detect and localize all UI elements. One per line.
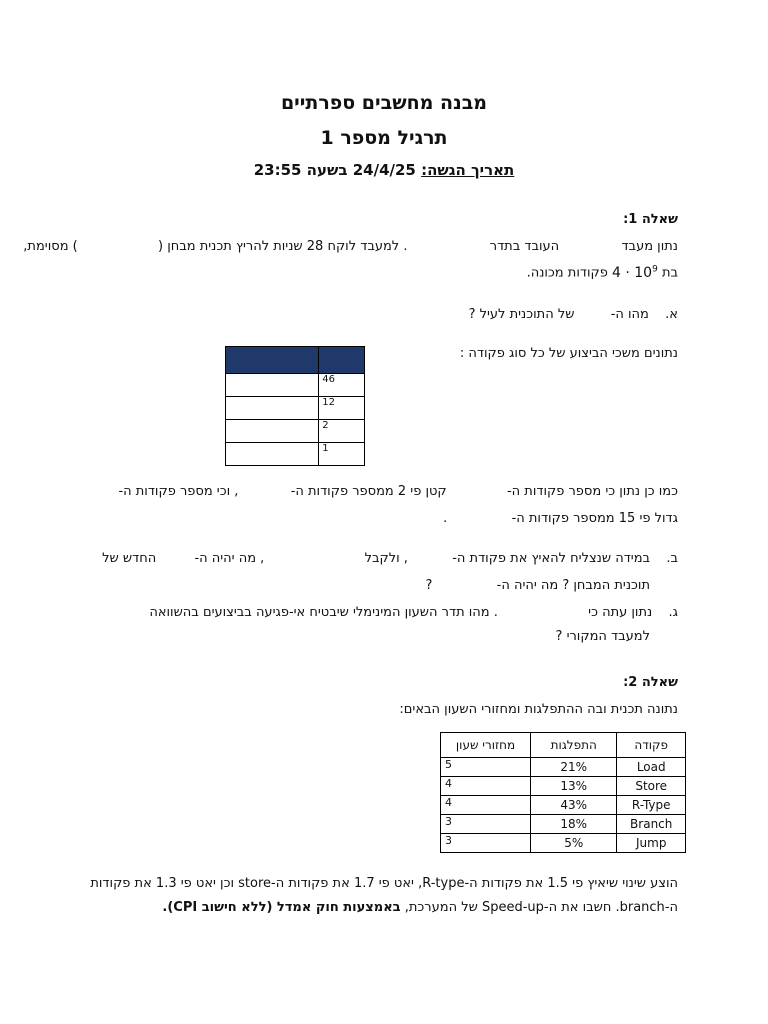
mix-cycles-cell: 4 (441, 796, 531, 815)
table-row (441, 815, 686, 834)
mix-command-cell: Jump (617, 834, 686, 853)
q2-intro: נתונה תכנית ובה ההתפלגות ומחזורי השעון הבאים: (399, 702, 678, 717)
table-row (226, 397, 365, 420)
q1-table-intro: נתונים משכי הביצוע של כל סוג פקודה : (459, 346, 678, 361)
mix-header-cycles: מחזורי שעון (441, 733, 531, 758)
timing-type-cell (226, 420, 319, 443)
timing-value-cell: 1 (319, 443, 365, 466)
table-row (441, 834, 686, 853)
instruction-mix-table (440, 732, 686, 853)
table-row (226, 443, 365, 466)
q1-p1-c: . למעבד לוקח 28 שניות להריץ תכנית מבחן ( (158, 239, 408, 254)
timing-table-header (226, 347, 365, 374)
q1-paragraph-line3 (118, 484, 678, 499)
table-row (441, 758, 686, 777)
table-row (226, 374, 365, 397)
q1-part-a (469, 307, 678, 322)
mix-distribution-cell: 43% (531, 796, 617, 815)
mix-cycles-cell: 3 (441, 834, 531, 853)
timing-header-cell (226, 347, 319, 374)
q1-p1-d: ) מסוימת, (23, 239, 78, 254)
mix-command-cell: Store (617, 777, 686, 796)
q1-p1-a: נתון מעבד (621, 239, 678, 254)
q1-b-text-a: במידה שנצליח להאיץ את פקודת ה- (452, 551, 651, 566)
q1-p2-a: בת (661, 265, 678, 281)
mix-command-cell: Load (617, 758, 686, 777)
q1-part-b-line2 (425, 578, 650, 593)
timing-value-cell: 46 (319, 374, 365, 397)
mix-distribution-cell: 13% (531, 777, 617, 796)
timing-value-cell: 2 (319, 420, 365, 443)
due-value: 24/4/25 בשעה 23:55 (253, 161, 416, 179)
due-date-line (0, 161, 768, 179)
q1-paragraph-line4 (443, 511, 678, 526)
q1-a-marker: א. (665, 307, 678, 322)
due-label: תאריך הגשה: (421, 161, 515, 179)
mix-cycles-cell: 4 (441, 777, 531, 796)
instruction-timing-table (225, 346, 365, 466)
mix-command-cell: Branch (617, 815, 686, 834)
instruction-count: $4 \cdot 10^9$ (611, 264, 658, 281)
q2-paragraph-line1: הוצע שינוי שיאיץ פי 1.5 את פקודות ה-R-type, יאט פי 1.7 את פקודות ה-store וכן יאט פי 1.3 את פקודות (90, 876, 678, 891)
q1-p3-c: , וכי מספר פקודות ה- (118, 484, 239, 499)
q2-label: שאלה 2: (623, 675, 678, 690)
q1-c-text-b: . מהו תדר השעון המינימלי שיבטיח אי-פגיעה בביצועים בהשוואה (149, 605, 498, 620)
table-row (226, 420, 365, 443)
q1-p4-b: . (443, 511, 448, 526)
course-title: מבנה מחשבים ספרתיים (280, 92, 488, 114)
mix-distribution-cell: 18% (531, 815, 617, 834)
q1-p2-b: פקודות מכונה. (526, 265, 608, 281)
q1-a-text-b: של התוכנית לעיל ? (468, 307, 575, 322)
timing-type-cell (226, 397, 319, 420)
q1-part-c-line1 (149, 605, 678, 620)
q2-p2-b: באמצעות חוק אמדל (ללא חישוב CPI). (162, 900, 401, 915)
q1-a-text-a: מהו ה- (610, 307, 649, 322)
mix-cycles-cell: 3 (441, 815, 531, 834)
q2-p2-a: ה-branch. חשבו את ה-Speed-up של המערכת, (404, 900, 678, 915)
q1-label: שאלה 1: (623, 212, 678, 227)
q1-paragraph-line2 (527, 264, 678, 281)
q1-p1-b: העובד בתדר (489, 239, 560, 254)
q1-b-marker: ב. (666, 551, 678, 566)
q1-paragraph-line1 (23, 239, 678, 254)
mix-table-header (441, 733, 686, 758)
mix-cycles-cell: 5 (441, 758, 531, 777)
mix-distribution-cell: 5% (531, 834, 617, 853)
q1-b-text-c: , מה יהיה ה- (194, 551, 265, 566)
q1-b-text-f: ? (425, 578, 433, 593)
mix-distribution-cell: 21% (531, 758, 617, 777)
q1-b-text-b: , ולקבל (364, 551, 408, 566)
q1-c-marker: ג. (668, 605, 678, 620)
q2-paragraph-line2 (162, 900, 678, 915)
q1-p3-a: כמו כן נתון כי מספר פקודות ה- (506, 484, 678, 499)
q1-p3-b: קטן פי 2 ממספר פקודות ה- (290, 484, 447, 499)
q1-p4-a: גדול פי 15 ממספר פקודות ה- (511, 511, 678, 526)
q1-part-c-line2: למעבד המקורי ? (555, 629, 650, 644)
timing-type-cell (226, 443, 319, 466)
mix-header-distribution: התפלגות (531, 733, 617, 758)
timing-value-cell: 12 (319, 397, 365, 420)
q1-c-text-a: נתון עתה כי (588, 605, 653, 620)
exercise-title: תרגיל מספר 1 (320, 127, 448, 149)
mix-command-cell: R-Type (617, 796, 686, 815)
q1-part-b-line1 (102, 551, 678, 566)
timing-type-cell (226, 374, 319, 397)
mix-header-command: פקודה (617, 733, 686, 758)
q1-b-text-d: החדש של (102, 551, 157, 566)
q1-b-text-e: תוכנית המבחן ? מה יהיה ה- (496, 578, 650, 593)
table-row (441, 796, 686, 815)
timing-header-cell (319, 347, 365, 374)
table-row (441, 777, 686, 796)
